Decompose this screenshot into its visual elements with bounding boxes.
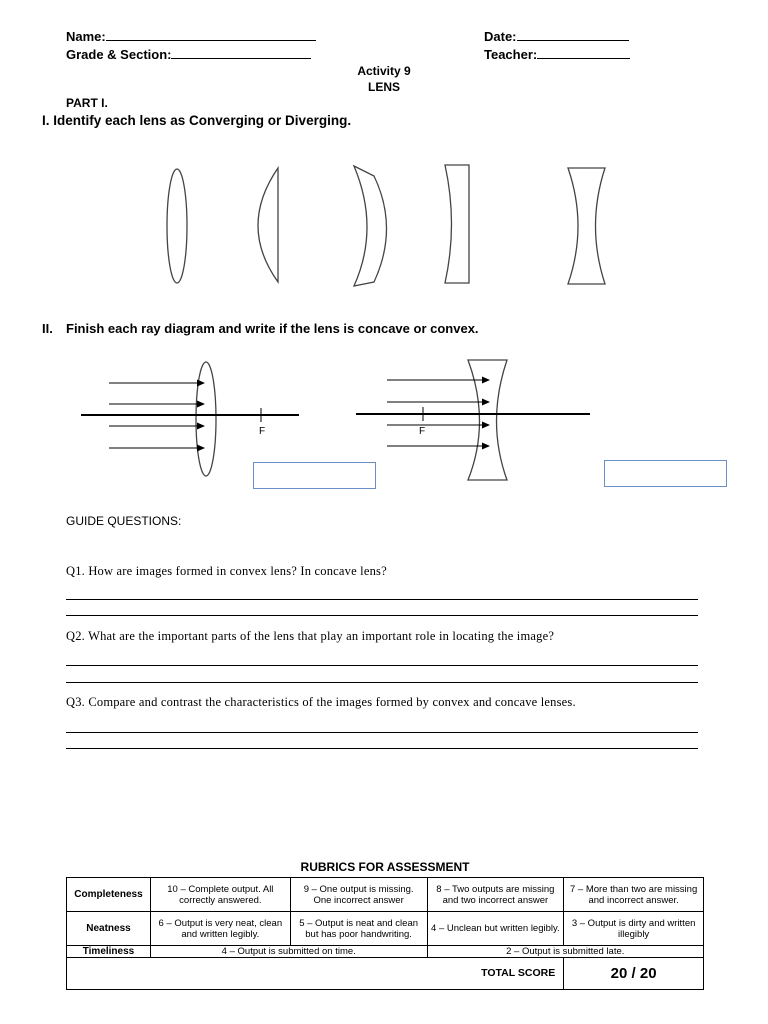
answer-line[interactable] xyxy=(66,665,698,666)
topic-title: LENS xyxy=(367,80,400,94)
focus-label: F xyxy=(419,426,426,437)
biconcave-lens xyxy=(568,168,605,284)
section1-title: I. Identify each lens as Converging or Diverging. xyxy=(42,113,352,128)
rubric-title: RUBRICS FOR ASSESSMENT xyxy=(300,860,470,874)
name-blank[interactable] xyxy=(106,29,316,41)
rubric-cell: 4 – Unclean but written legibly. xyxy=(427,912,564,946)
grade-section-blank[interactable] xyxy=(171,47,311,59)
question-3: Q3. Compare and contrast the characteristics of the images formed by convex and concave lenses. xyxy=(66,695,576,709)
rubric-table xyxy=(66,877,704,990)
table-row xyxy=(67,878,704,912)
name-label: Name: xyxy=(66,29,106,44)
activity-title: Activity 9 xyxy=(357,64,411,78)
answer-line[interactable] xyxy=(66,682,698,683)
criterion-cell: Neatness xyxy=(67,912,151,946)
name-field[interactable] xyxy=(66,29,316,44)
teacher-field[interactable] xyxy=(484,47,630,62)
ray-diagram-concave xyxy=(354,356,594,486)
convex-lens xyxy=(196,362,216,476)
part-label: PART I. xyxy=(66,96,108,110)
table-row xyxy=(67,946,704,958)
biconvex-lens xyxy=(167,169,187,283)
concave-lens xyxy=(468,360,507,480)
rubric-cell: 9 – One output is missing. One incorrect answer xyxy=(290,878,427,912)
rubric-cell: 10 – Complete output. All correctly answered. xyxy=(150,878,290,912)
focus-label: F xyxy=(259,426,266,437)
answer-line[interactable] xyxy=(66,615,698,616)
question-2: Q2. What are the important parts of the lens that play an important role in locating the image? xyxy=(66,629,555,643)
guide-title: GUIDE QUESTIONS: xyxy=(66,514,182,528)
teacher-blank[interactable] xyxy=(537,47,630,59)
rubric-cell: 6 – Output is very neat, clean and written legibly. xyxy=(150,912,290,946)
plano-convex-lens xyxy=(258,168,278,282)
teacher-label: Teacher: xyxy=(484,47,538,62)
total-score-value: 20 / 20 xyxy=(564,958,704,990)
rubric-cell: 4 – Output is submitted on time. xyxy=(150,946,427,958)
table-row xyxy=(67,958,704,990)
answer-line[interactable] xyxy=(66,748,698,749)
plano-concave-lens xyxy=(445,165,469,283)
answer-line[interactable] xyxy=(66,732,698,733)
total-score-label: TOTAL SCORE xyxy=(67,958,564,990)
rubric-cell: 5 – Output is neat and clean but has poor handwriting. xyxy=(290,912,427,946)
answer-box-2[interactable] xyxy=(604,460,727,487)
lens-shapes xyxy=(140,160,620,290)
date-label: Date: xyxy=(484,29,517,44)
table-row xyxy=(67,912,704,946)
answer-line[interactable] xyxy=(66,599,698,600)
section2-title: Finish each ray diagram and write if the lens is concave or convex. xyxy=(66,321,479,336)
rubric-cell: 2 – Output is submitted late. xyxy=(427,946,704,958)
convex-concave-lens xyxy=(354,166,387,286)
criterion-cell: Completeness xyxy=(67,878,151,912)
grade-section-field[interactable] xyxy=(66,47,311,62)
rubric-cell: 7 – More than two are missing and incorrect answer. xyxy=(564,878,704,912)
criterion-cell: Timeliness xyxy=(67,946,151,958)
section2-number: II. xyxy=(42,321,53,336)
rubric-cell: 8 – Two outputs are missing and two incorrect answer xyxy=(427,878,564,912)
date-field[interactable] xyxy=(484,29,629,44)
question-1: Q1. How are images formed in convex lens? In concave lens? xyxy=(66,564,387,578)
date-blank[interactable] xyxy=(517,29,629,41)
rubric-cell: 3 – Output is dirty and written illegibly xyxy=(564,912,704,946)
grade-section-label: Grade & Section: xyxy=(66,47,172,62)
